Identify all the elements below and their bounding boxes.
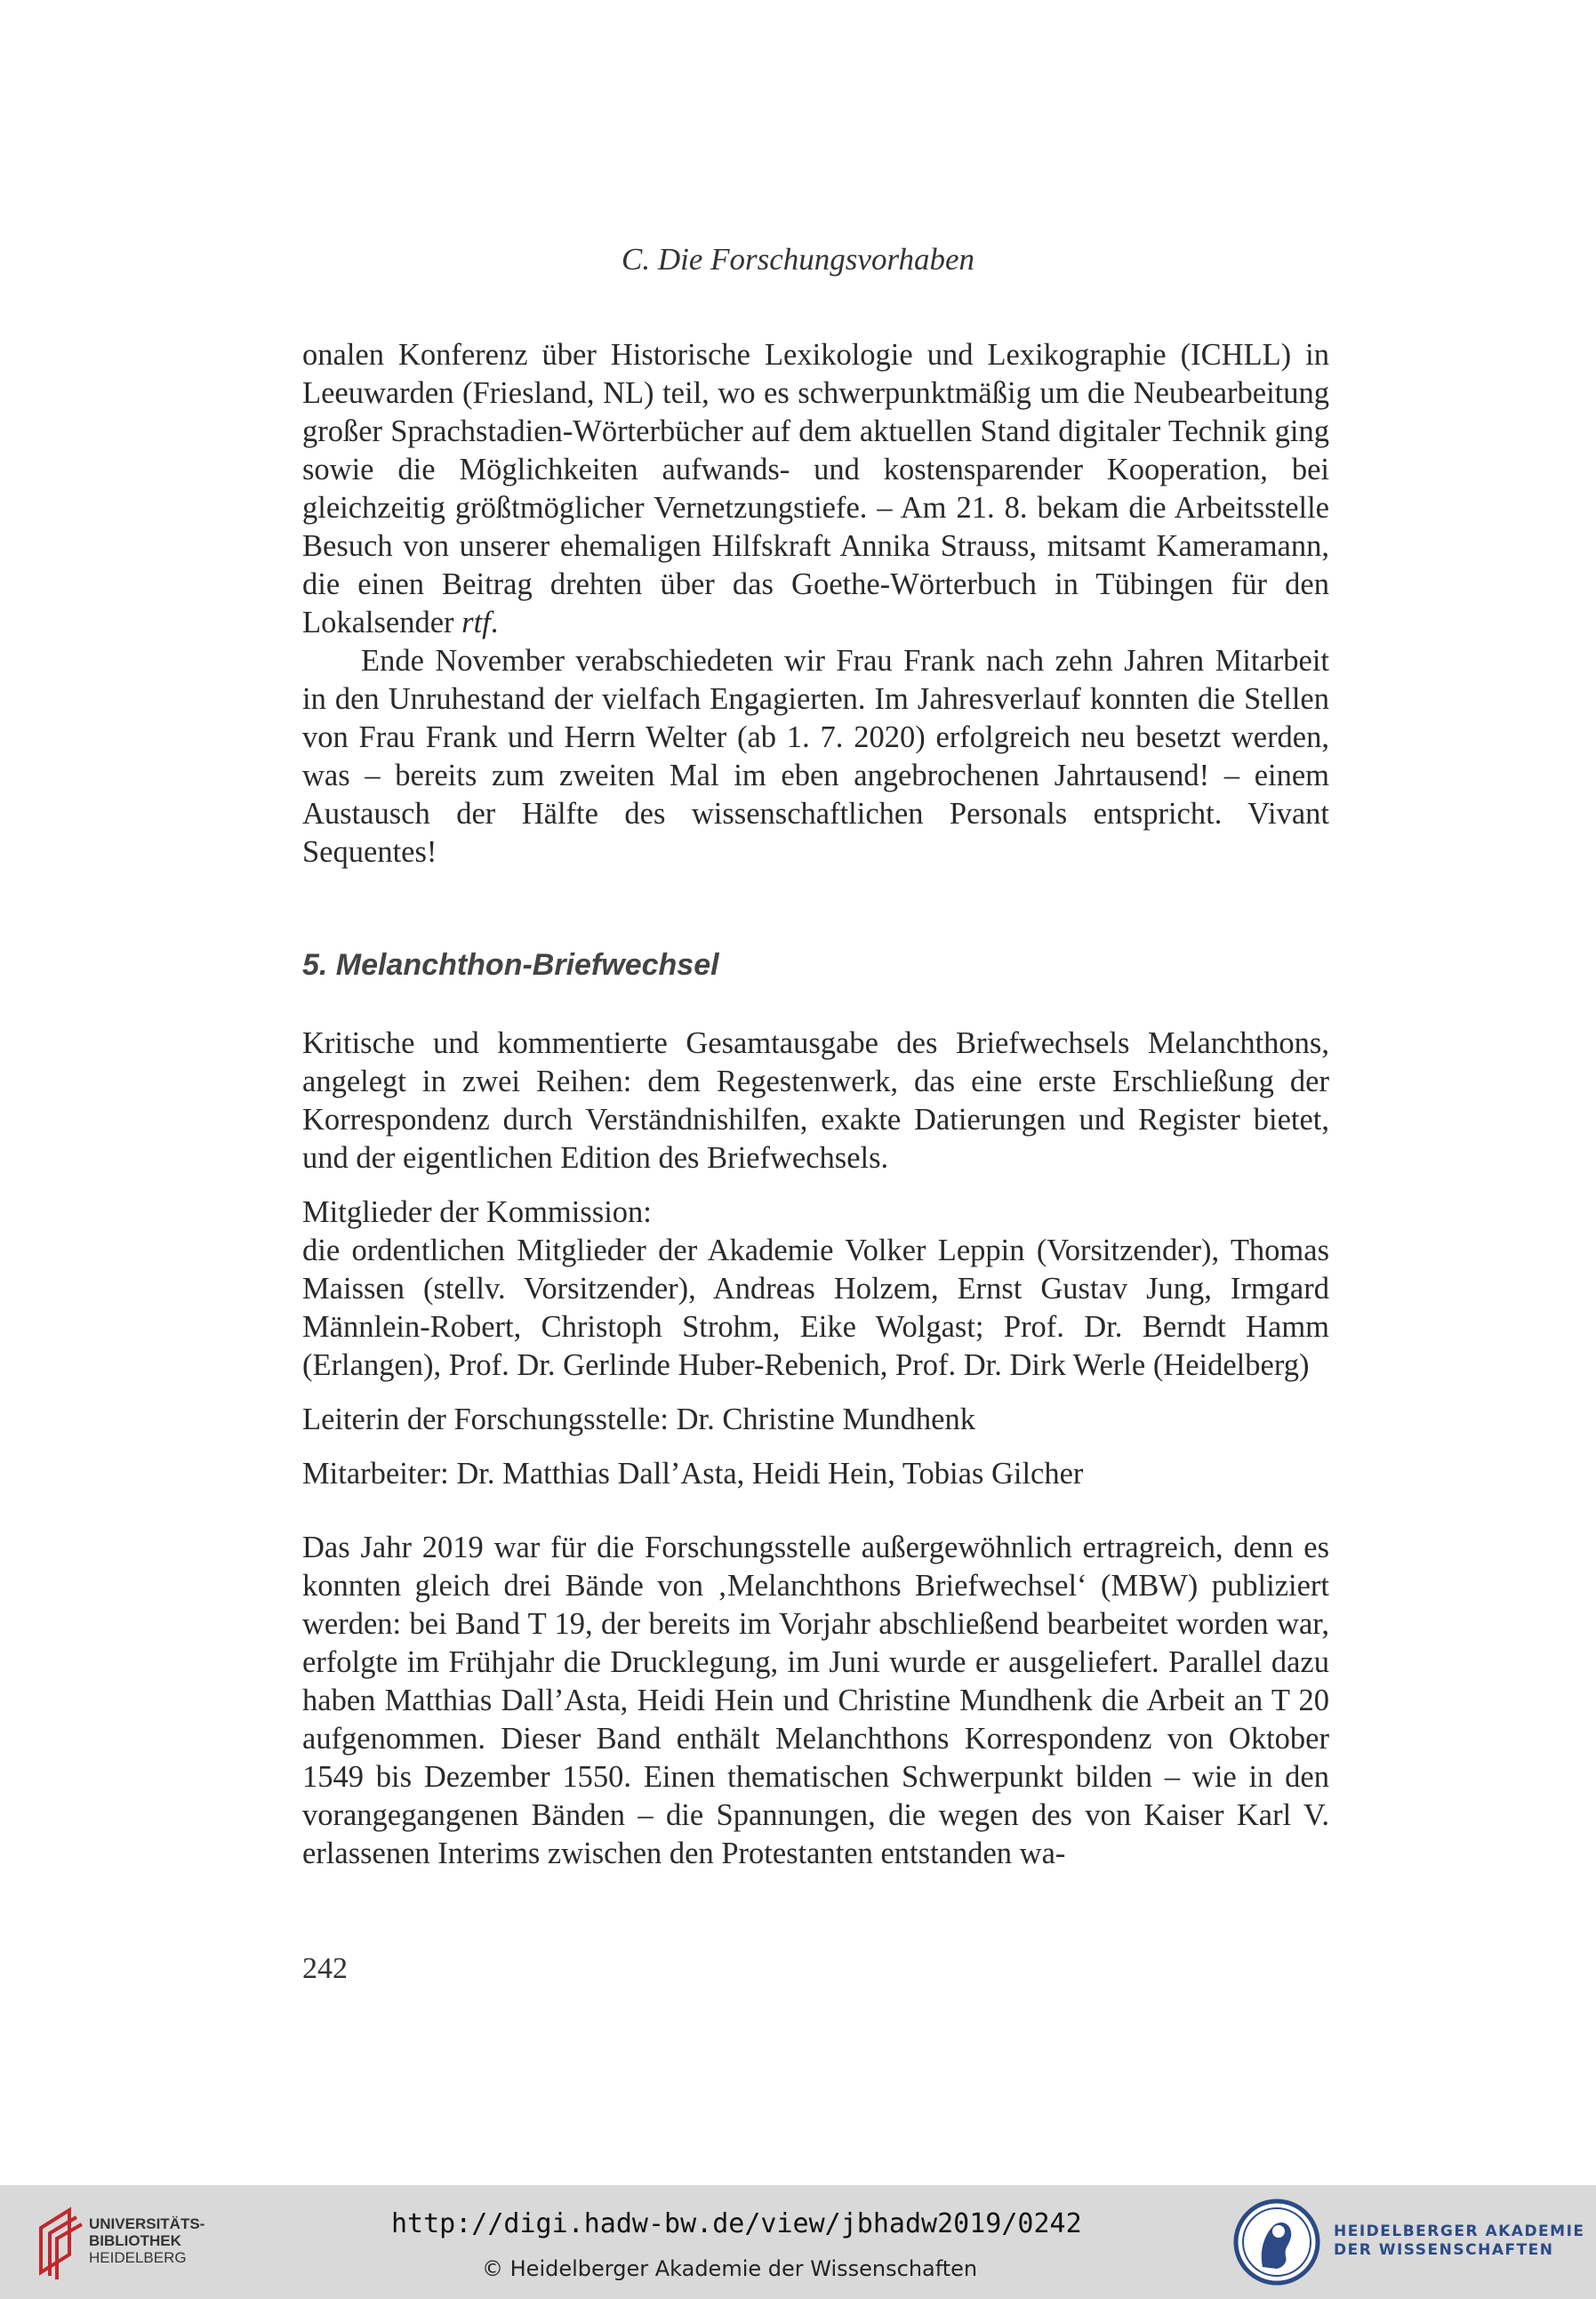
library-line-3: HEIDELBERG	[89, 2249, 187, 2266]
intro-paragraph	[302, 336, 1329, 642]
library-line-1: UNIVERSITÄTS-	[89, 2215, 205, 2232]
leader-line: Leiterin der Forschungsstelle: Dr. Christine Mundhenk	[302, 1403, 975, 1436]
academy-seal-icon	[1232, 2198, 1321, 2287]
farewell-paragraph: Ende November verabschiedeten wir Frau Frank nach zehn Jahren Mitarbeit in den Unruhestand der vielfach Engagierten. Im Jahresverlauf konnten die Stellen von Frau Frank und Herrn Welter (ab 1. 7. 2020) erfolgreich neu besetzt werden, was – bereits zum zweiten Mal im eben angebrochenen Jahrtausend! – einem Austausch der Hälfte des wissenschaftlichen Personals entspricht. Vivant Sequentes!	[302, 644, 1329, 869]
section-description: Kritische und kommentierte Gesamtausgabe des Briefwechsels Melanchthons, angelegt in zwei Reihen: dem Regestenwerk, das eine erste Erschließung der Korrespondenz durch Verständnishilfen, exakte Datierungen und Register bietet, und der eigentlichen Edition des Briefwechsels.	[302, 1026, 1329, 1175]
footer-bar	[0, 2185, 1596, 2299]
academy-name	[1334, 2223, 1585, 2260]
permalink-url[interactable]: http://digi.hadw-bw.de/view/jbhadw2019/0242	[391, 2208, 1082, 2239]
academy-line-2: DER WISSENSCHAFTEN	[1334, 2241, 1554, 2259]
library-name	[89, 2215, 205, 2266]
report-paragraph: Das Jahr 2019 war für die Forschungsstelle außergewöhnlich ertragreich, denn es konnten gleich drei Bände von ‚Melanchthons Briefwechsel‘ (MBW) publiziert werden: bei Band T 19, der bereits im Vorjahr abschließend bearbeitet worden war, erfolgte im Frühjahr die Drucklegung, im Juni wurde er ausgeliefert. Parallel dazu haben Matthias Dall’Asta, Heidi Hein und Christine Mundhenk die Arbeit an T 20 aufgenommen. Dieser Band enthält Melanchthons Korrespondenz von Oktober 1549 bis Dezember 1550. Einen thematischen Schwerpunkt bilden – wie in den vorangegangenen Bänden – die Spannungen, die wegen des von Kaiser Karl V. erlassenen Interims zwischen den Protestanten entstanden wa-	[302, 1531, 1329, 1870]
section-body	[302, 1025, 1329, 1873]
section-title: 5. Melanchthon-Briefwechsel	[302, 948, 719, 982]
intro-tail: .	[490, 606, 499, 639]
intro-italic: rtf	[461, 606, 491, 639]
copyright-notice: © Heidelberger Akademie der Wissenschaften	[482, 2256, 978, 2281]
staff-line: Mitarbeiter: Dr. Matthias Dall’Asta, Heidi Hein, Tobias Gilcher	[302, 1457, 1084, 1491]
academy-line-1: HEIDELBERGER AKADEMIE	[1334, 2223, 1585, 2240]
members-text: die ordentlichen Mitglieder der Akademie Volker Leppin (Vorsitzender), Thomas Maissen (stellv. Vorsitzender), Andreas Holzem, Ernst Gustav Jung, Irmgard Männlein-Robert, Christoph Strohm, Eike Wolgast; Prof. Dr. Berndt Hamm (Erlangen), Prof. Dr. Gerlinde Huber-Rebenich, Prof. Dr. Dirk Werle (Heidelberg)	[302, 1234, 1329, 1382]
running-head: C. Die Forschungsvorhaben	[622, 242, 974, 277]
body-text	[302, 336, 1329, 872]
intro-text: onalen Konferenz über Historische Lexikologie und Lexikographie (ICHLL) in Leeuwarden (Friesland, NL) teil, wo es schwerpunktmäßig um die Neubearbeitung großer Sprachstadien-Wörterbücher auf dem aktuellen Stand digitaler Technik ging sowie die Möglichkeiten aufwands- und kostensparender Kooperation, bei gleichzeitig größtmöglicher Vernetzungstiefe. – Am 21. 8. bekam die Arbeitsstelle Besuch von unserer ehemaligen Hilfskraft Annika Strauss, mitsamt Kameramann, die einen Beitrag drehten über das Goethe-Wörterbuch in Tübingen für den Lokalsender	[302, 338, 1329, 639]
page-number: 242	[302, 1952, 348, 1985]
members-heading: Mitglieder der Kommission:	[302, 1195, 652, 1229]
library-line-2: BIBLIOTHEK	[89, 2232, 181, 2249]
